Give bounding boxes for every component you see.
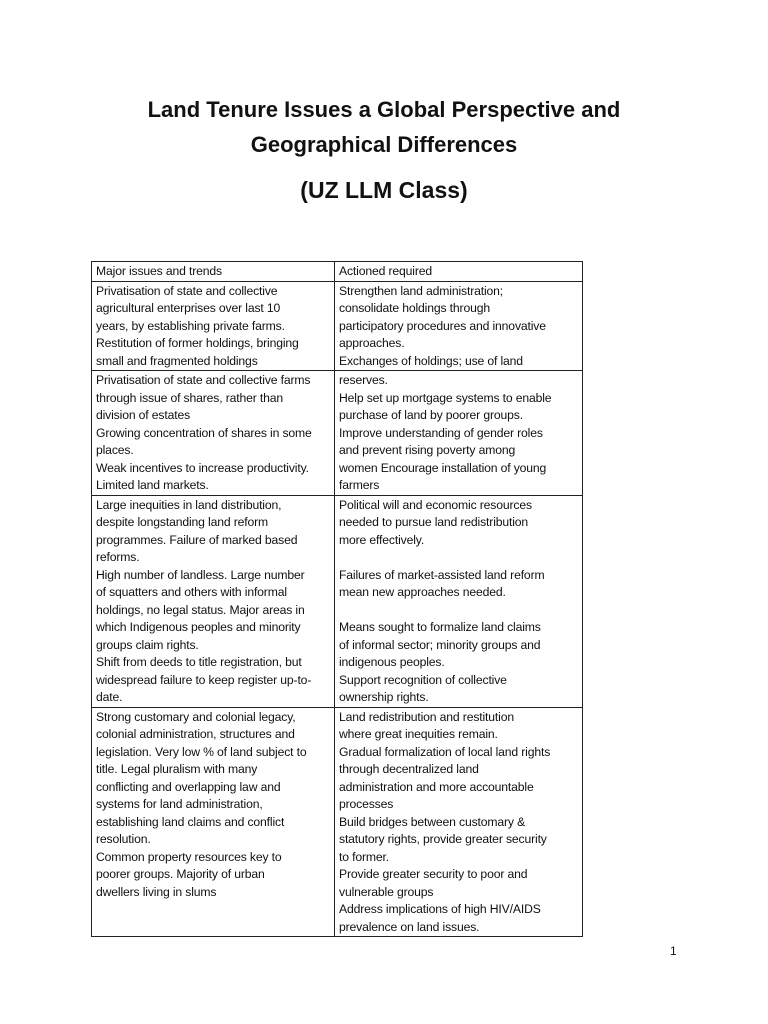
cell-text-line: Build bridges between customary & (339, 814, 526, 829)
issues-cell (92, 281, 335, 371)
cell-text-line: conflicting and overlapping law and (96, 779, 281, 794)
cell-text-line: purchase of land by poorer groups. (339, 408, 523, 422)
page-number: 1 (670, 944, 677, 958)
cell-text-line: despite longstanding land reform (96, 515, 269, 529)
cell-text-line: Help set up mortgage systems to enable (339, 390, 552, 405)
cell-text-line: Privatisation of state and collective farms (96, 373, 311, 387)
cell-text-line: groups claim rights. (96, 637, 199, 652)
issues-cell (92, 371, 335, 496)
cell-text-line: statutory rights, provide greater security (339, 832, 547, 846)
document-title-line-1: Land Tenure Issues a Global Perspective and (147, 97, 621, 122)
cell-text-line: of squatters and others with informal (96, 585, 287, 599)
document-title-line-2: Geographical Differences (250, 132, 518, 157)
cell-text-line: prevalence on land issues. (339, 919, 480, 934)
column-header-issues: Major issues and trends (92, 262, 335, 282)
table-row (92, 495, 583, 707)
cell-text-line: Common property resources key to (96, 849, 282, 864)
cell-text-line: Failures of market-assisted land reform (339, 567, 545, 582)
cell-text-line: places. (96, 443, 134, 457)
cell-text-line: reserves. (339, 373, 388, 387)
cell-text-line: to former. (339, 849, 389, 864)
issues-cell (92, 707, 335, 937)
cell-text-line: legislation. Very low % of land subject to (96, 744, 307, 759)
cell-text-line: Exchanges of holdings; use of land (339, 353, 523, 368)
cell-text-line: title. Legal pluralism with many (96, 762, 258, 776)
cell-text-line: Weak incentives to increase productivity. (96, 460, 309, 475)
cell-text-line: division of estates (96, 408, 191, 422)
cell-text-line: Growing concentration of shares in some (96, 425, 312, 440)
cell-text-line: through decentralized land (339, 762, 479, 776)
cell-text-line: where great inequities remain. (339, 727, 498, 741)
cell-text-line: indigenous peoples. (339, 655, 445, 669)
cell-text-line: Large inequities in land distribution, (96, 497, 282, 512)
cell-text-line: establishing land claims and conflict (96, 814, 285, 829)
cell-text-line: Limited land markets. (96, 478, 209, 492)
cell-text-line: women Encourage installation of young (339, 460, 547, 475)
cell-text-line: Restitution of former holdings, bringing (96, 336, 299, 350)
cell-text-line: Address implications of high HIV/AIDS (339, 902, 541, 916)
cell-text-line: Political will and economic resources (339, 497, 532, 512)
cell-text-line: more effectively. (339, 532, 425, 547)
table-row (92, 707, 583, 937)
table-row (92, 371, 583, 496)
land-tenure-table (91, 261, 583, 937)
cell-text-line: reforms. (96, 550, 140, 564)
cell-text-line: participatory procedures and innovative (339, 318, 546, 333)
table-row (92, 281, 583, 371)
cell-text-line: administration and more accountable (339, 779, 534, 794)
table-header-row (92, 262, 583, 282)
cell-text-line: High number of landless. Large number (96, 567, 305, 582)
cell-text-line: of informal sector; minority groups and (339, 637, 541, 652)
cell-text-line: systems for land administration, (96, 797, 263, 811)
actions-cell (335, 495, 583, 707)
cell-text-line: which Indigenous peoples and minority (96, 620, 301, 634)
cell-text-line: Land redistribution and restitution (339, 709, 514, 724)
cell-text-line: colonial administration, structures and (96, 727, 295, 741)
cell-text-line: holdings, no legal status. Major areas in (96, 602, 305, 617)
actions-cell (335, 707, 583, 937)
cell-text-line: date. (96, 690, 123, 704)
cell-text-line: widespread failure to keep register up-to- (96, 672, 312, 687)
cell-text-line: and prevent rising poverty among (339, 443, 516, 457)
cell-text-line: vulnerable groups (339, 884, 434, 899)
actions-cell (335, 371, 583, 496)
cell-text-line: years, by establishing private farms. (96, 318, 285, 333)
cell-text-line: Strengthen land administration; (339, 283, 504, 298)
column-header-actions: Actioned required (335, 262, 583, 282)
cell-text-line: Privatisation of state and collective (96, 283, 278, 298)
cell-text-line: agricultural enterprises over last 10 (96, 301, 281, 315)
cell-text-line: consolidate holdings through (339, 301, 490, 315)
cell-text-line: resolution. (96, 832, 151, 846)
cell-text-line: through issue of shares, rather than (96, 390, 284, 405)
blank-line (339, 549, 578, 567)
cell-text-line: small and fragmented holdings (96, 353, 258, 368)
cell-text-line: poorer groups. Majority of urban (96, 867, 265, 881)
cell-text-line: mean new approaches needed. (339, 585, 506, 599)
cell-text-line: ownership rights. (339, 690, 429, 704)
blank-line (339, 602, 578, 620)
cell-text-line: Provide greater security to poor and (339, 867, 528, 881)
cell-text-line: needed to pursue land redistribution (339, 515, 529, 529)
cell-text-line: Improve understanding of gender roles (339, 425, 543, 440)
actions-cell (335, 281, 583, 371)
document-subtitle: (UZ LLM Class) (300, 177, 468, 203)
cell-text-line: dwellers living in slums (96, 884, 217, 899)
cell-text-line: approaches. (339, 336, 405, 350)
cell-text-line: Strong customary and colonial legacy, (96, 709, 296, 724)
cell-text-line: Gradual formalization of local land rights (339, 744, 551, 759)
cell-text-line: Support recognition of collective (339, 672, 507, 687)
cell-text-line: Shift from deeds to title registration, but (96, 655, 302, 669)
cell-text-line: programmes. Failure of marked based (96, 532, 298, 547)
issues-cell (92, 495, 335, 707)
cell-text-line: processes (339, 797, 394, 811)
cell-text-line: farmers (339, 478, 380, 492)
cell-text-line: Means sought to formalize land claims (339, 620, 541, 634)
